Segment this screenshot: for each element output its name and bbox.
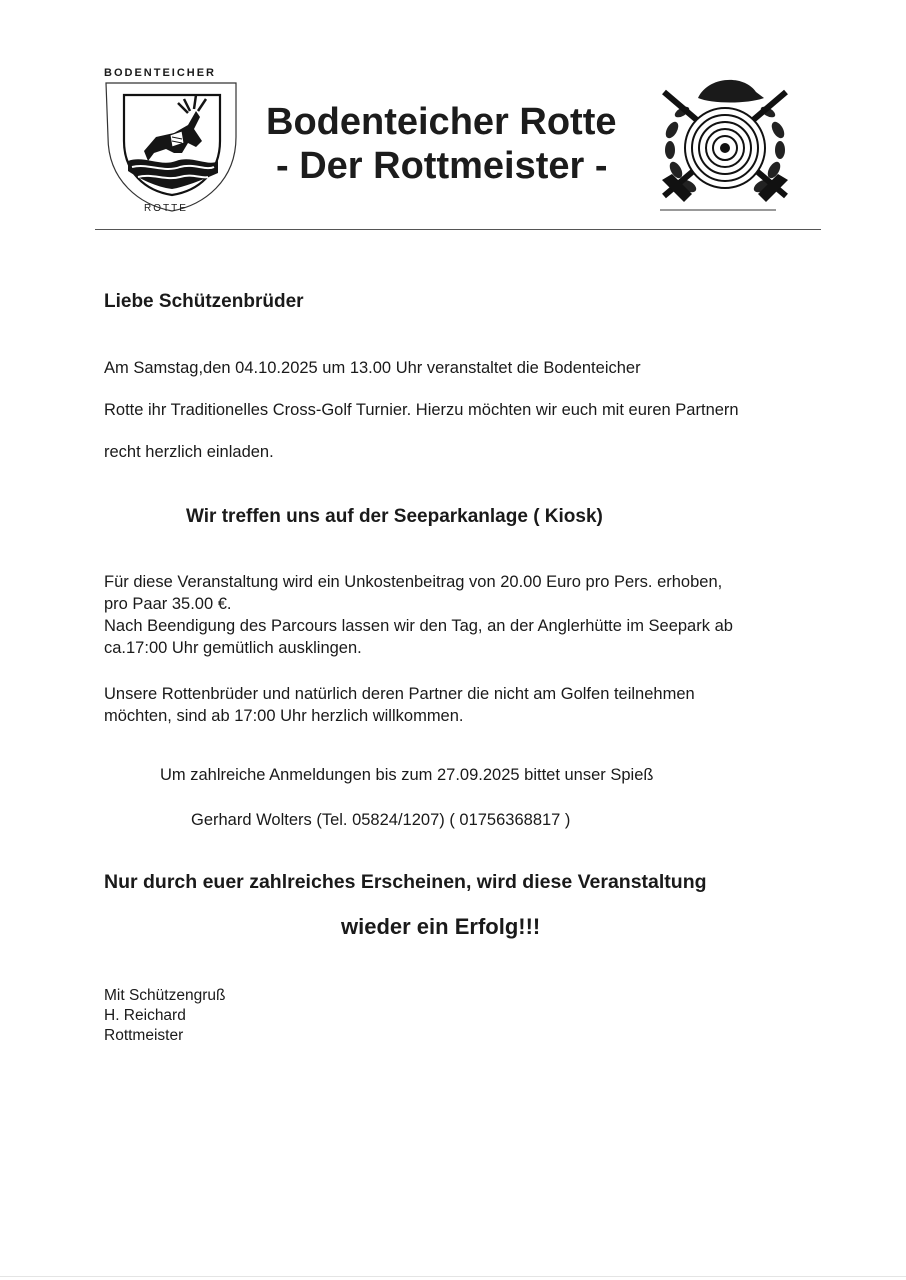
registration-request: Um zahlreiche Anmeldungen bis zum 27.09.2025 bittet unser Spieß bbox=[160, 766, 654, 784]
signature-role: Rottmeister bbox=[104, 1027, 184, 1044]
crest-top-text: BODENTEICHER bbox=[104, 67, 217, 79]
partner-paragraph bbox=[104, 683, 695, 727]
cost-line: ca.17:00 Uhr gemütlich ausklingen. bbox=[104, 639, 362, 657]
partner-line: Unsere Rottenbrüder und natürlich deren Partner die nicht am Golfen teilnehmen bbox=[104, 685, 695, 703]
letterhead-subtitle: - Der Rottmeister - bbox=[276, 145, 608, 187]
page-edge bbox=[0, 1276, 906, 1277]
intro-line: recht herzlich einladen. bbox=[104, 443, 274, 461]
letterhead-title: Bodenteicher Rotte bbox=[266, 101, 617, 143]
intro-line: Am Samstag,den 04.10.2025 um 13.00 Uhr veranstaltet die Bodenteicher bbox=[104, 359, 641, 377]
closing-statement: Nur durch euer zahlreiches Erscheinen, wird diese Veranstaltung bbox=[104, 871, 707, 893]
shooting-target-emblem bbox=[658, 70, 792, 212]
cost-line: Nach Beendigung des Parcours lassen wir den Tag, an der Anglerhütte im Seepark ab bbox=[104, 617, 733, 635]
signature-name: H. Reichard bbox=[104, 1007, 186, 1024]
crest-bottom-text: ROTTE bbox=[144, 203, 188, 214]
signature-salutation: Mit Schützengruß bbox=[104, 987, 226, 1004]
partner-line: möchten, sind ab 17:00 Uhr herzlich willkommen. bbox=[104, 707, 464, 725]
signature-block bbox=[104, 986, 225, 1046]
cost-line: Für diese Veranstaltung wird ein Unkostenbeitrag von 20.00 Euro pro Pers. erhoben, bbox=[104, 573, 723, 591]
cost-line: pro Paar 35.00 €. bbox=[104, 595, 232, 613]
bodenteicher-crest bbox=[104, 67, 240, 219]
stag-shield-icon bbox=[104, 81, 240, 217]
registration-contact: Gerhard Wolters (Tel. 05824/1207) ( 01756368817 ) bbox=[191, 811, 571, 829]
cost-paragraph bbox=[104, 571, 733, 659]
header-divider bbox=[95, 229, 821, 230]
greeting: Liebe Schützenbrüder bbox=[104, 291, 304, 312]
closing-emphasis: wieder ein Erfolg!!! bbox=[341, 914, 541, 939]
meeting-point: Wir treffen uns auf der Seeparkanlage ( Kiosk) bbox=[186, 506, 603, 527]
intro-line: Rotte ihr Traditionelles Cross-Golf Turnier. Hierzu möchten wir euch mit euren Partnern bbox=[104, 401, 739, 419]
target-rifles-icon bbox=[658, 70, 792, 212]
